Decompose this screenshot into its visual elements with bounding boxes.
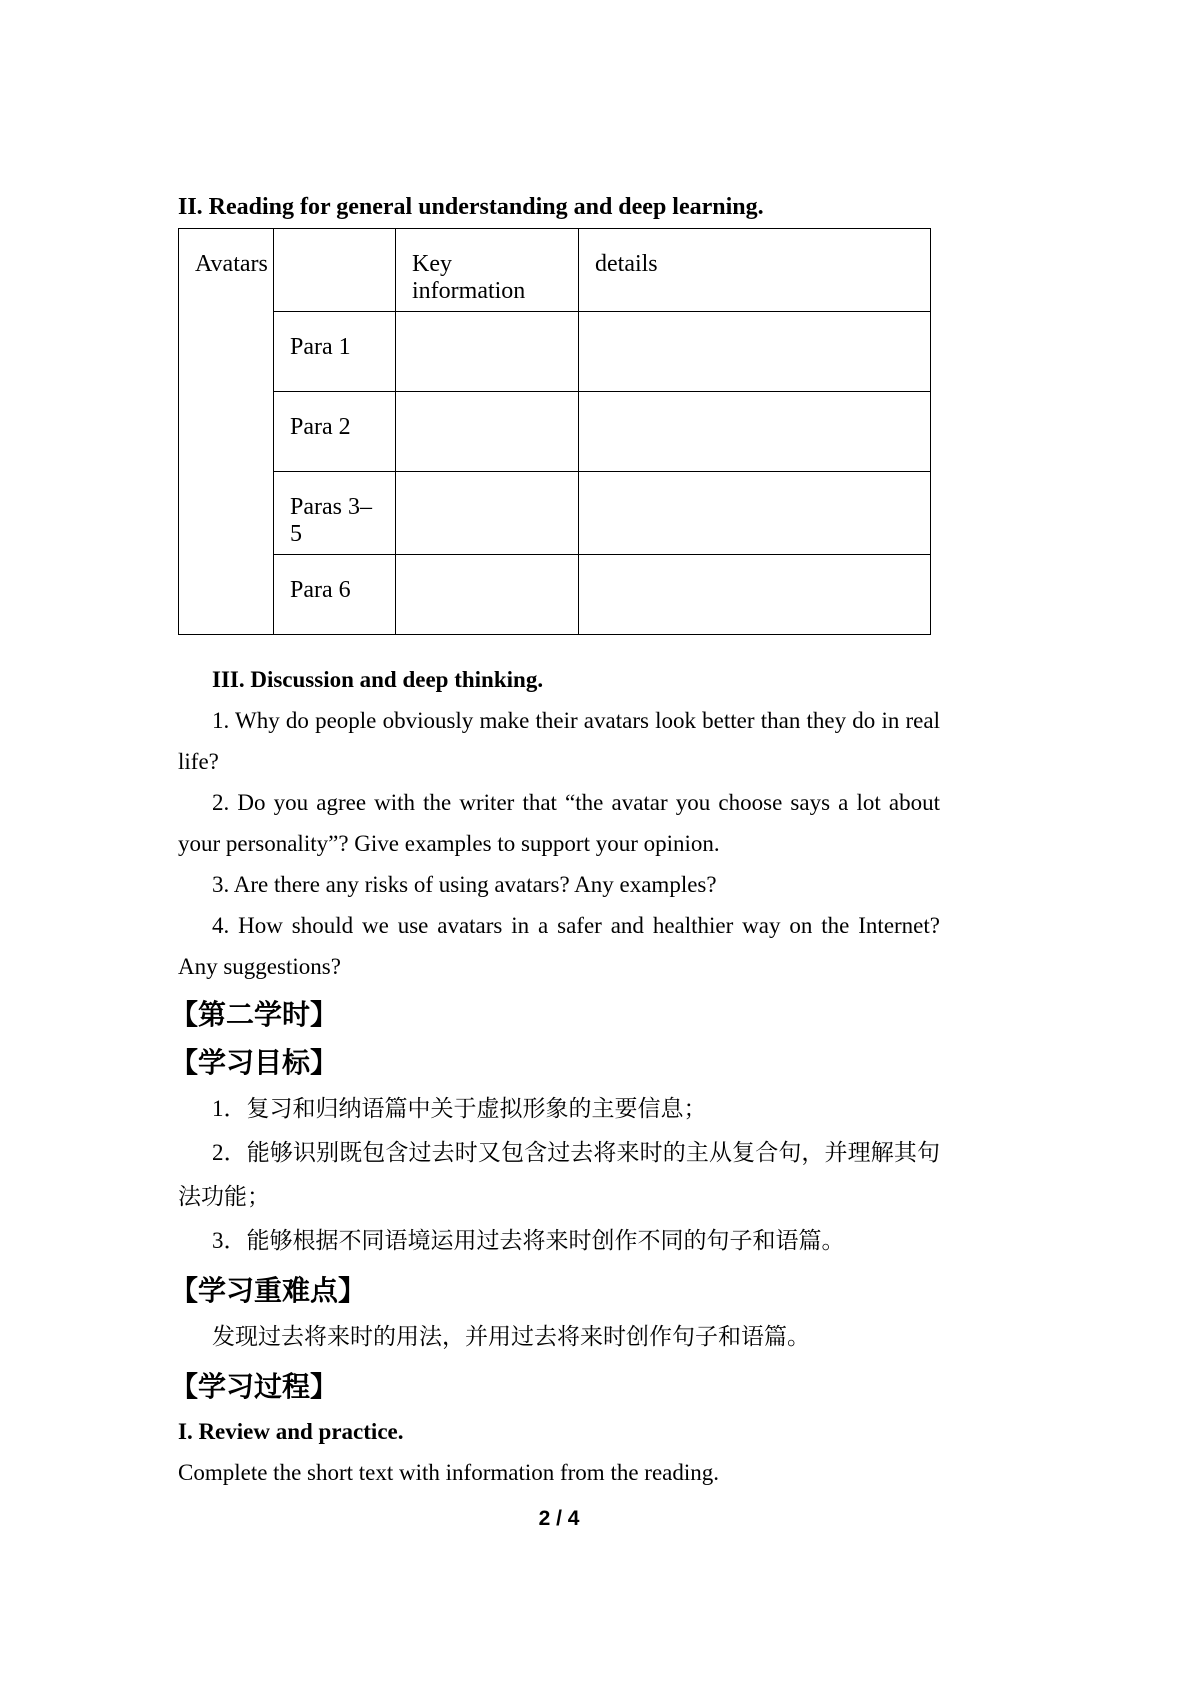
table-row-label: Para 2 xyxy=(274,392,396,472)
key-points-text: 发现过去将来时的用法，并用过去将来时创作句子和语篇。 xyxy=(212,1324,810,1349)
lesson-2-heading: 【第二学时】 xyxy=(170,999,339,1030)
table-col-header-key-information: Key information xyxy=(396,229,579,312)
table-cell-empty xyxy=(396,392,579,472)
table-row-header-avatars: Avatars xyxy=(179,229,274,635)
reading-table xyxy=(178,228,931,635)
discussion-question-2: 2. Do you agree with the writer that “the avatar you choose says a lot about your personality”? Give examples to support your opinion. xyxy=(178,790,940,856)
activity-1-heading: I. Review and practice. xyxy=(178,1419,404,1444)
discussion-question-1: 1. Why do people obviously make their avatars look better than they do in real life? xyxy=(178,708,940,774)
page-number: 2 / 4 xyxy=(538,1507,580,1530)
table-cell-empty xyxy=(396,555,579,635)
table-row-para-6 xyxy=(179,555,931,635)
table-row-label: Para 6 xyxy=(274,555,396,635)
document-content xyxy=(170,192,940,1531)
activity-1-instruction: Complete the short text with information from the reading. xyxy=(178,1460,720,1485)
learning-process-heading: 【学习过程】 xyxy=(170,1371,339,1402)
table-header-row xyxy=(179,229,931,312)
table-cell-empty xyxy=(274,229,396,312)
table-cell-empty xyxy=(579,472,931,555)
table-row-para-1 xyxy=(179,312,931,392)
key-points-heading: 【学习重难点】 xyxy=(170,1275,367,1306)
table-cell-empty xyxy=(396,472,579,555)
table-col-header-details: details xyxy=(579,229,931,312)
table-row-label: Paras 3–5 xyxy=(274,472,396,555)
discussion-question-4: 4. How should we use avatars in a safer and healthier way on the Internet? Any suggestions? xyxy=(178,913,940,979)
discussion-question-3: 3. Are there any risks of using avatars? Any examples? xyxy=(212,872,717,897)
objective-1: 1．复习和归纳语篇中关于虚拟形象的主要信息； xyxy=(212,1096,707,1121)
section-iii-heading: III. Discussion and deep thinking. xyxy=(212,667,544,692)
table-row-para-2 xyxy=(179,392,931,472)
table-cell-empty xyxy=(396,312,579,392)
objective-2: 2．能够识别既包含过去时又包含过去将来时的主从复合句，并理解其句法功能； xyxy=(178,1140,940,1209)
table-row-paras-3-5 xyxy=(179,472,931,555)
table-cell-empty xyxy=(579,312,931,392)
learning-objectives-heading: 【学习目标】 xyxy=(170,1047,339,1078)
table-row-label: Para 1 xyxy=(274,312,396,392)
table-cell-empty xyxy=(579,555,931,635)
objective-3: 3．能够根据不同语境运用过去将来时创作不同的句子和语篇。 xyxy=(212,1228,845,1253)
section-ii-heading: II. Reading for general understanding and deep learning. xyxy=(178,194,764,220)
table-cell-empty xyxy=(579,392,931,472)
